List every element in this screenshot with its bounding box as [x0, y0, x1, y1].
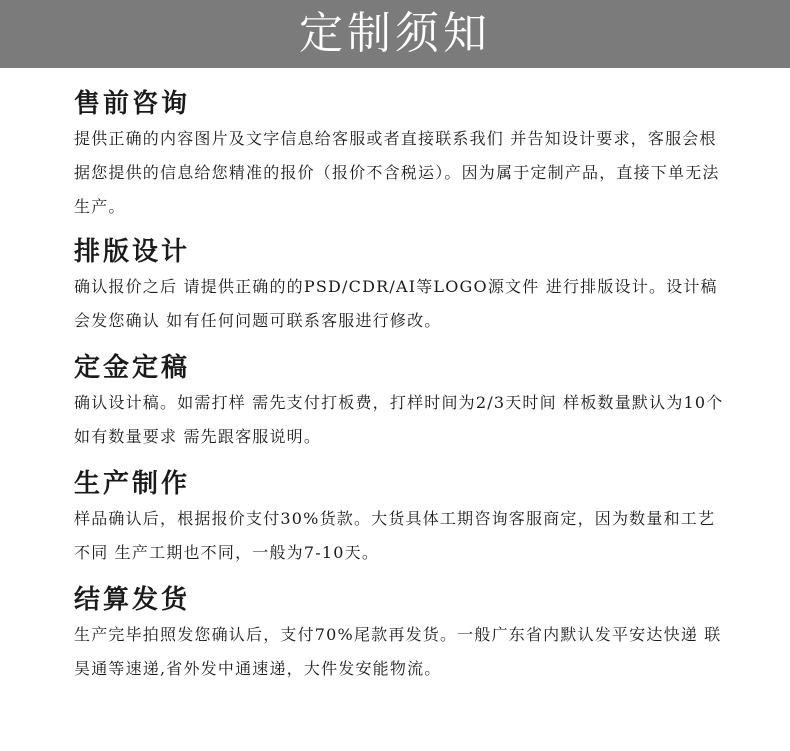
section-body: 生产完毕拍照发您确认后，支付70%尾款再发货。一般广东省内默认发平安达快递 联昊通等速递,省外发中通速递，大件发安能物流。: [74, 625, 722, 678]
section-body: 确认设计稿。如需打样 需先支付打板费，打样时间为2/3天时间 样板数量默认为10个 如有数量要求 需先跟客服说明。: [74, 393, 724, 446]
section-heading: 生产制作: [74, 469, 191, 499]
section-heading: 结算发货: [74, 585, 191, 615]
notice-content: [74, 86, 724, 686]
section-body: 提供正确的内容图片及文字信息给客服或者直接联系我们 并告知设计要求，客服会根据您提供的信息给您精准的报价（报价不含税运）。因为属于定制产品，直接下单无法生产。: [74, 129, 720, 216]
section-heading: 排版设计: [74, 237, 191, 267]
page-title: 定制须知: [299, 8, 491, 59]
section-heading: 售前咨询: [74, 89, 191, 119]
section-settlement-shipping: [74, 582, 724, 686]
section-body: 样品确认后，根据报价支付30%货款。大货具体工期咨询客服商定，因为数量和工艺不同 生产工期也不同，一般为7-10天。: [74, 509, 716, 562]
section-production: [74, 466, 724, 570]
section-body: 确认报价之后 请提供正确的的PSD/CDR/AI等LOGO源文件 进行排版设计。设计稿会发您确认 如有任何问题可联系客服进行修改。: [74, 277, 718, 330]
section-heading: 定金定稿: [74, 353, 191, 383]
section-pre-sale-consultation: [74, 86, 724, 224]
section-deposit-finalize: [74, 350, 724, 454]
section-layout-design: [74, 234, 724, 338]
header-banner: [0, 0, 790, 68]
